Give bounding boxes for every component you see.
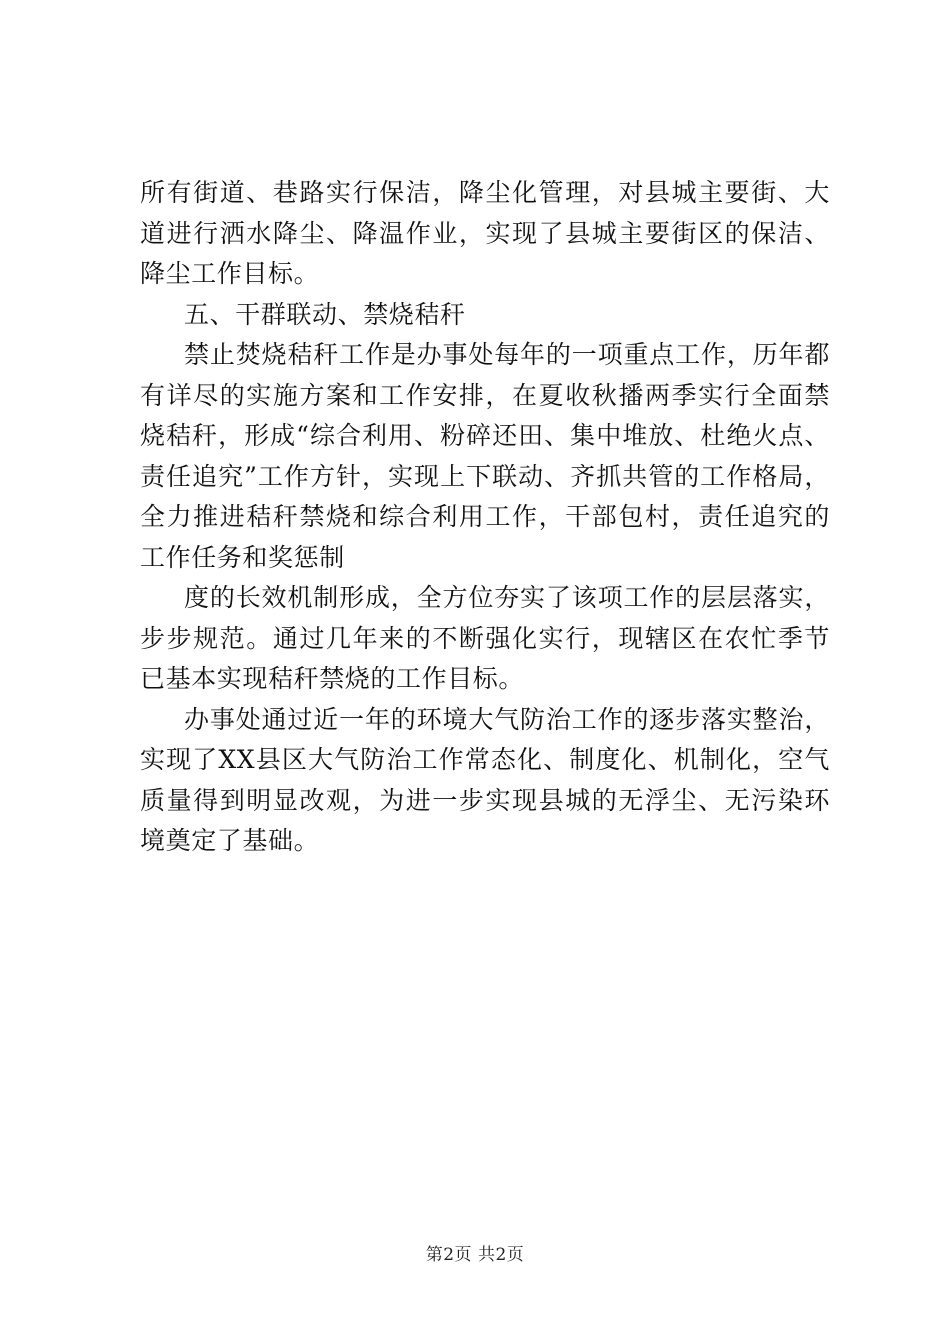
paragraph-straw-burning-policy: 禁止焚烧秸秆工作是办事处每年的一项重点工作，历年都有详尽的实施方案和工作安排，在夏收秋播两季实行全面禁烧秸秆，形成“综合利用、粉碎还田、集中堆放、杜绝火点、责任追究”工作方针，实现上下联动、齐抓共管的工作格局，全力推进秸秆禁烧和综合利用工作，干部包村，责任追究的工作任务和奖惩制: [140, 340, 830, 572]
paragraph-long-term-mechanism: 度的长效机制形成，全方位夯实了该项工作的层层落实，步步规范。通过几年来的不断强化实行，现辖区在农忙季节已基本实现秸秆禁烧的工作目标。: [140, 583, 830, 693]
section-heading-straw-burning: 五、干群联动、禁烧秸秆: [184, 299, 466, 329]
paragraph-street-cleaning: 所有街道、巷路实行保洁，降尘化管理，对县城主要街、大道进行洒水降尘、降温作业，实现了县城主要街区的保洁、降尘工作目标。: [140, 178, 830, 288]
document-body: [140, 173, 830, 862]
page-footer: 第2页 共2页: [425, 1245, 525, 1265]
paragraph-summary: 办事处通过近一年的环境大气防治工作的逐步落实整治，实现了XX县区大气防治工作常态化、制度化、机制化，空气质量得到明显改观，为进一步实现县城的无浮尘、无污染环境奠定了基础。: [140, 704, 830, 855]
